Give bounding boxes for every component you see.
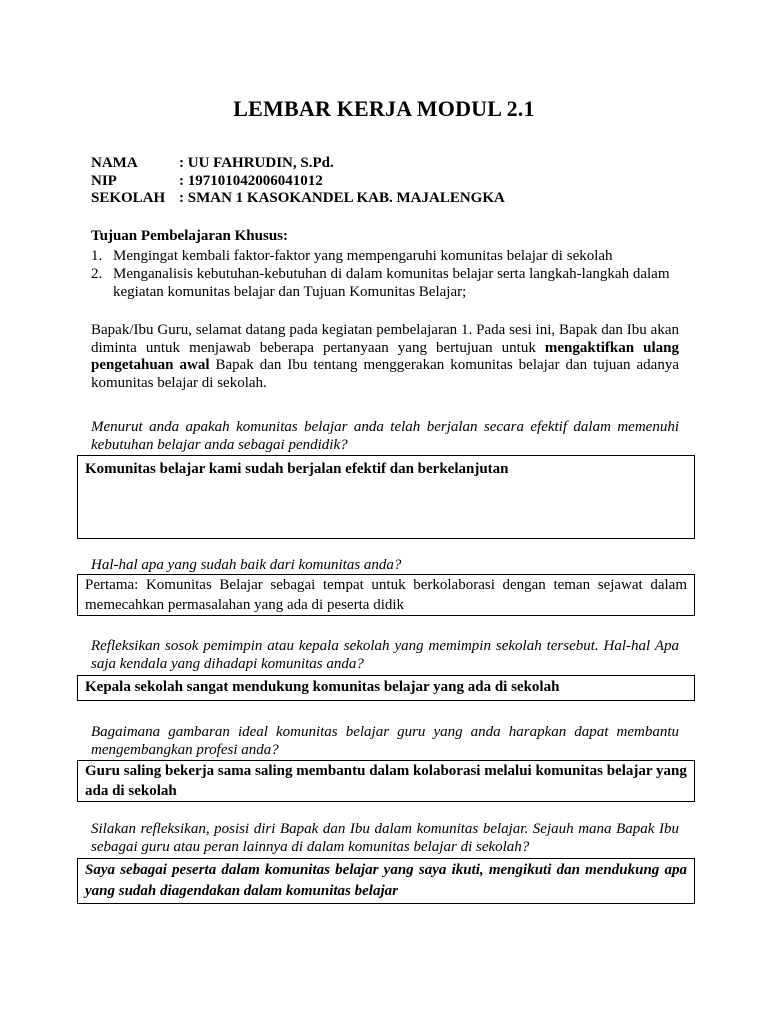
answer-box-3[interactable]: Kepala sekolah sangat mendukung komunitas belajar yang ada di sekolah xyxy=(77,675,695,701)
answer-box-1[interactable]: Komunitas belajar kami sudah berjalan efektif dan berkelanjutan xyxy=(77,455,695,539)
identity-row-name xyxy=(91,155,505,173)
intro-paragraph xyxy=(91,322,679,392)
question-2: Hal-hal apa yang sudah baik dari komunitas anda? xyxy=(91,557,402,573)
answer-box-4[interactable]: Guru saling bekerja sama saling membantu dalam kolaborasi melalui komunitas belajar yang ada di sekolah xyxy=(77,760,695,802)
identity-label: NIP xyxy=(91,172,117,189)
answer-box-2[interactable]: Pertama: Komunitas Belajar sebagai tempat untuk berkolaborasi dengan teman sejawat dalam memecahkan permasalahan yang ada di peserta didik xyxy=(77,574,695,616)
identity-label: SEKOLAH xyxy=(91,190,166,206)
question-4: Bagaimana gambaran ideal komunitas belajar guru yang anda harapkan dapat membantu mengembangkan profesi anda? xyxy=(91,724,679,758)
page-title: LEMBAR KERJA MODUL 2.1 xyxy=(233,96,535,121)
objectives-heading: Tujuan Pembelajaran Khusus: xyxy=(91,228,288,244)
objectives-list xyxy=(91,247,679,301)
identity-value: : UU FAHRUDIN, S.Pd. xyxy=(179,155,334,171)
question-3: Refleksikan sosok pemimpin atau kepala sekolah yang memimpin sekolah tersebut. Hal-hal Apa saja kendala yang dihadapi komunitas anda? xyxy=(91,638,679,672)
objective-number: 2. xyxy=(91,266,103,282)
identity-value: : SMAN 1 KASOKANDEL KAB. MAJALENGKA xyxy=(179,190,505,206)
identity-block xyxy=(91,155,505,208)
question-5: Silakan refleksikan, posisi diri Bapak dan Ibu dalam komunitas belajar. Sejauh mana Bapak Ibu sebagai guru atau peran lainnya di dalam komunitas belajar di sekolah? xyxy=(91,821,679,855)
objective-text: Mengingat kembali faktor-faktor yang mempengaruhi komunitas belajar di sekolah xyxy=(113,248,613,264)
objective-number: 1. xyxy=(91,248,103,264)
intro-text: Bapak/Ibu Guru, selamat datang pada kegiatan pembelajaran 1. Pada sesi ini, Bapak dan Ibu akan diminta untuk menjawab beberapa pertanyaan yang bertujuan untuk xyxy=(91,322,679,356)
identity-row-school xyxy=(91,190,505,208)
identity-value: : 197101042006041012 xyxy=(179,172,323,189)
intro-text-end: Bapak dan Ibu tentang menggerakan komunitas belajar dan tujuan adanya komunitas belajar di sekolah. xyxy=(91,357,680,391)
intro-emphasis: mengaktifkan ulang pengetahuan awal xyxy=(91,339,679,373)
objective-text: Menganalisis kebutuhan-kebutuhan di dalam komunitas belajar serta langkah-langkah dalam kegiatan komunitas belajar dan Tujuan Komunitas Belajar; xyxy=(113,266,670,300)
identity-label: NAMA xyxy=(91,155,138,171)
answer-box-5[interactable]: Saya sebagai peserta dalam komunitas belajar yang saya ikuti, mengikuti dan mendukung apa yang sudah diagendakan dalam komunitas belajar xyxy=(77,858,695,904)
identity-row-nip xyxy=(91,173,505,191)
question-1: Menurut anda apakah komunitas belajar anda telah berjalan secara efektif dalam memenuhi kebutuhan belajar anda sebagai pendidik? xyxy=(91,419,679,453)
objective-item xyxy=(91,265,679,301)
objective-item xyxy=(91,247,679,265)
